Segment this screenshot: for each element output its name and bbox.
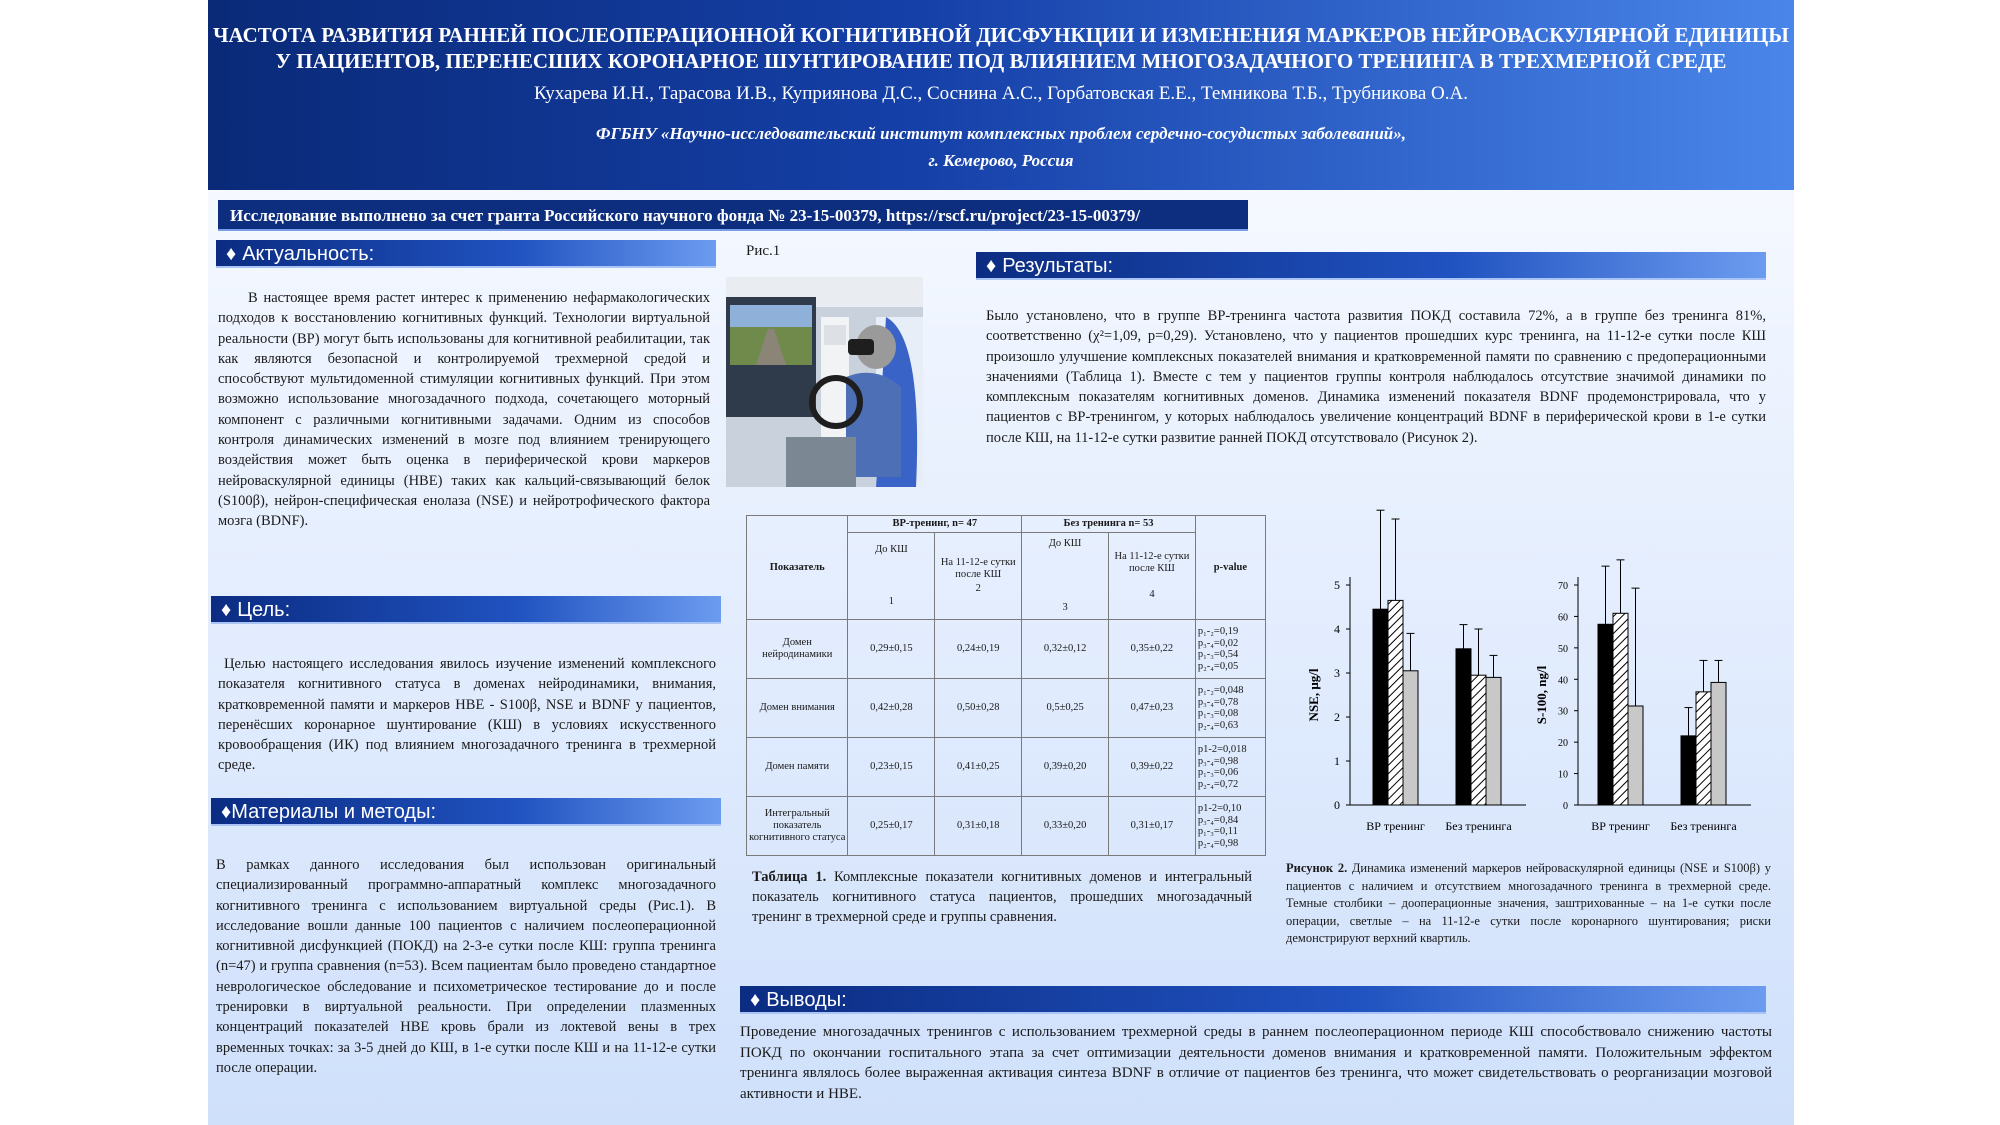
p-value: p₁-₃=0,08 bbox=[1197, 708, 1239, 719]
cell-value: 0,42±0,28 bbox=[848, 679, 935, 738]
p-value: p₃-₄=0,98 bbox=[1197, 755, 1239, 767]
subheader-label: На 11-12-е сутки после КШ bbox=[940, 557, 1016, 580]
p-value: p₂-₄=0,63 bbox=[1197, 719, 1239, 731]
cell-value: 0,39±0,20 bbox=[1022, 738, 1109, 797]
methods-text: В рамках данного исследования был использован оригинальный специализированный программно-аппаратный комплекс многозадачного когнитивного тренинга с использованием виртуальной среды (Рис.1). В исследование вошли данные 100 пациентов с наличием послеоперационной когнитивной дисфункцией (ПОКД) на 2-3-е сутки после КШ: группа тренинга (n=47) и группа сравнения (n=53). Всем пациентам было проведено стандартное неврологическое обследование и психометрическое тестирование до и после тренировки в виртуальной реальности. При определении плазменных концентраций показателей НВЕ кровь брали из локтевой вены в трех временных точках: за 3-5 дней до КШ, в 1-е сутки после КШ и на 11-12-е сутки после операции. bbox=[216, 857, 716, 1076]
diamond-icon: ♦ bbox=[986, 255, 997, 277]
y-tick-label: 2 bbox=[1334, 710, 1340, 724]
chart-nse bbox=[1306, 510, 1526, 833]
p-value: p₃-₄=0,78 bbox=[1197, 696, 1239, 708]
p-value: p₂-₄=0,72 bbox=[1197, 778, 1239, 790]
diamond-icon: ♦ bbox=[221, 599, 232, 621]
y-tick-label: 40 bbox=[1558, 675, 1568, 687]
section-heading-goal bbox=[211, 596, 721, 624]
cell-value: 0,41±0,25 bbox=[935, 738, 1022, 797]
figure2-caption bbox=[1286, 860, 1771, 948]
vr-training-photo-illustration bbox=[726, 277, 923, 487]
subheader-cell bbox=[935, 533, 1022, 620]
y-tick-label: 70 bbox=[1558, 581, 1568, 592]
y-tick-label: 0 bbox=[1334, 798, 1340, 812]
cell-pvalue bbox=[1195, 738, 1265, 797]
affiliation-line-1: ФГБНУ «Научно-исследовательский институт комплексных проблем сердечно-сосудистых заболеваний», bbox=[596, 124, 1406, 143]
figure2-caption-text: Динамика изменений маркеров нейроваскулярной единицы (NSE и S100β) у пациентов с наличием и отсутствием многозадачного тренинга в трехмерной среде. Темные столбики – дооперационные значения, заштрихованные – на 1-е сутки после операции, светлые – на 11-12-е сутки после коронарного шунтирования; риски демонстрируют верхний квартиль. bbox=[1286, 861, 1771, 945]
table1 bbox=[746, 515, 1266, 856]
bar bbox=[1711, 682, 1726, 805]
bar bbox=[1456, 649, 1471, 805]
p-value: p₁-₃=0,11 bbox=[1197, 826, 1238, 837]
subheader-cell bbox=[848, 533, 935, 620]
cell-pvalue bbox=[1195, 797, 1265, 856]
vr-training-photo bbox=[726, 277, 923, 487]
title-line-2: У ПАЦИЕНТОВ, ПЕРЕНЕСШИХ КОРОНАРНОЕ ШУНТИРОВАНИЕ ПОД ВЛИЯНИЕМ МНОГОЗАДАЧНОГО ТРЕНИНГА В ТРЕХМЕРНОЙ СРЕДЕ bbox=[275, 49, 1727, 73]
p-value: p₁-₃=0,06 bbox=[1197, 767, 1239, 778]
methods-heading: Материалы и методы: bbox=[231, 801, 437, 823]
x-category-label: Без тренинга bbox=[1445, 819, 1512, 833]
section-heading-methods bbox=[211, 798, 721, 826]
cell-pvalue bbox=[1195, 679, 1265, 738]
chart-s100 bbox=[1534, 560, 1751, 833]
relevance-text: В настоящее время растет интерес к применению нефармакологических подходов к восстановлению когнитивных функций. Технологии виртуальной реальности (ВР) могут быть использованы для когнитивной реабилитации, так как являются безопасной и контролируемой трехмерной средой и способствуют мультидоменной стимуляции когнитивных функций. При этом возможно использование многозадачного подхода, сочетающего моторный компонент с различными когнитивными задачами. Одним из способов контроля динамических изменений в мозге под влиянием тренирующего воздействия может быть оценка в периферической крови маркеров нейроваскулярной единицы (НВЕ) таких как кальций-связывающий белок (S100β), нейрон-специфическая енолаза (NSE) и нейротрофического фактора мозга (BDNF). bbox=[218, 290, 710, 530]
subheader-cell bbox=[1109, 533, 1196, 620]
p-value: p1-2=0,018 bbox=[1197, 744, 1247, 755]
results-text: Было установлено, что в группе ВР-тренинга частота развития ПОКД составила 72%, а в группе без тренинга 81%, соответственно (χ²=1,09, p=0,29). Установлено, что у пациентов прошедших курс тренинга, на 11-12-е сутки после КШ произошло улучшение комплексных показателей внимания и кратковременной памяти по сравнению с предоперационными значениями (Таблица 1). Вместе с тем у пациентов группы контроля наблюдалось отсутствие значимой динамики по комплексным показателям когнитивных доменов. Динамика изменений показателя BDNF продемонстрировала, что у пациентов с ВР-тренингом, у которых наблюдалось увеличение концентраций BDNF в периферической крови в 1-е сутки после КШ, на 11-12-е сутки развитие ранней ПОКД отсутствовало (Рисунок 2). bbox=[986, 308, 1766, 446]
diamond-icon: ♦ bbox=[750, 989, 761, 1011]
x-category-label: Без тренинга bbox=[1670, 819, 1737, 833]
y-tick-label: 20 bbox=[1558, 738, 1568, 750]
y-tick-label: 10 bbox=[1558, 769, 1568, 781]
y-tick-label: 30 bbox=[1558, 706, 1568, 718]
p-value: p₁-₂=0,19 bbox=[1197, 626, 1239, 637]
y-tick-label: 3 bbox=[1334, 666, 1340, 680]
cell-value: 0,50±0,28 bbox=[935, 679, 1022, 738]
bar bbox=[1403, 671, 1418, 805]
row-name: Домен внимания bbox=[747, 679, 848, 738]
header-indicator: Показатель bbox=[747, 516, 848, 620]
subheader-label: До КШ bbox=[875, 544, 908, 555]
bar bbox=[1388, 600, 1403, 805]
p-value: p₂-₄=0,05 bbox=[1197, 660, 1239, 672]
bar bbox=[1628, 706, 1643, 805]
cell-value: 0,24±0,19 bbox=[935, 620, 1022, 679]
p-value: p₂-₄=0,98 bbox=[1197, 837, 1239, 849]
table-row bbox=[747, 738, 1266, 797]
header-pvalue: p-value bbox=[1195, 516, 1265, 620]
subheader-label: На 11-12-е сутки после КШ bbox=[1114, 551, 1190, 574]
poster-header bbox=[208, 0, 1794, 190]
table-header-row bbox=[747, 516, 1266, 533]
cell-value: 0,23±0,15 bbox=[848, 738, 935, 797]
table-row bbox=[747, 797, 1266, 856]
cell-value: 0,33±0,20 bbox=[1022, 797, 1109, 856]
bar bbox=[1598, 624, 1613, 805]
cell-value: 0,35±0,22 bbox=[1109, 620, 1196, 679]
x-category-label: ВР тренинг bbox=[1366, 819, 1425, 833]
cell-value: 0,31±0,17 bbox=[1109, 797, 1196, 856]
cell-value: 0,32±0,12 bbox=[1022, 620, 1109, 679]
conclusions-text: Проведение многозадачных тренингов с использованием трехмерной среды в раннем послеоперационном периоде КШ способствовало снижению частоты ПОКД по окончании госпитального этапа за счет оптимизации деятельности доменов внимания и кратковременной памяти. Положительным эффектом тренинга являлось более выраженная активация синтеза BDNF в отличие от пациентов без тренинга, что может свидетельствовать о реорганизации мозговой активности и НВЕ. bbox=[740, 1024, 1772, 1102]
figure1-caption: Рис.1 bbox=[746, 243, 781, 259]
poster bbox=[208, 0, 1794, 1125]
title-line-1: ЧАСТОТА РАЗВИТИЯ РАННЕЙ ПОСЛЕОПЕРАЦИОННОЙ КОГНИТИВНОЙ ДИСФУНКЦИИ И ИЗМЕНЕНИЯ МАРКЕРОВ НЕЙРОВАСКУЛЯРНОЙ ЕДИНИЦЫ bbox=[213, 23, 1789, 47]
subheader-num: 2 bbox=[975, 583, 981, 594]
cell-value: 0,39±0,22 bbox=[1109, 738, 1196, 797]
subheader-cell bbox=[1022, 533, 1109, 620]
authors: Кухарева И.Н., Тарасова И.В., Куприянова Д.С., Соснина А.С., Горбатовская Е.Е., Темникова Т.Б., Трубникова О.А. bbox=[534, 83, 1468, 104]
bar bbox=[1471, 675, 1486, 805]
results-heading: Результаты: bbox=[1002, 255, 1114, 277]
bar bbox=[1681, 736, 1696, 805]
header-group2: Без тренинга n= 53 bbox=[1022, 516, 1196, 533]
poster-title bbox=[208, 22, 1794, 74]
row-name: Интегральный показатель когнитивного статуса bbox=[747, 797, 848, 856]
bar bbox=[1486, 677, 1501, 805]
goal-heading: Цель: bbox=[237, 599, 291, 621]
cell-value: 0,25±0,17 bbox=[848, 797, 935, 856]
diamond-icon: ♦ bbox=[226, 243, 237, 265]
cell-value: 0,47±0,23 bbox=[1109, 679, 1196, 738]
subheader-label: До КШ bbox=[1048, 538, 1082, 549]
grant-banner: Исследование выполнено за счет гранта Российского научного фонда № 23-15-00379, https://rscf.ru/project/23-15-00379/ bbox=[218, 200, 1248, 231]
x-category-label: ВР тренинг bbox=[1591, 819, 1650, 833]
bar bbox=[1613, 613, 1628, 805]
affiliation bbox=[208, 120, 1794, 174]
y-tick-label: 50 bbox=[1558, 643, 1568, 655]
relevance-heading: Актуальность: bbox=[242, 243, 375, 265]
affiliation-line-2: г. Кемерово, Россия bbox=[928, 151, 1074, 170]
table1-caption-text: Комплексные показатели когнитивных доменов и интегральный показатель когнитивного статуса пациентов, прошедших многозадачный тренинг в трехмерной среде и группы сравнения. bbox=[752, 869, 1252, 925]
subheader-num: 3 bbox=[1062, 602, 1068, 613]
row-name: Домен памяти bbox=[747, 738, 848, 797]
cell-value: 0,5±0,25 bbox=[1022, 679, 1109, 738]
section-heading-relevance bbox=[216, 240, 716, 268]
figure2-charts bbox=[1288, 500, 1778, 845]
table-row bbox=[747, 620, 1266, 679]
y-axis-label: NSE, μg/l bbox=[1306, 668, 1321, 722]
bar bbox=[1696, 692, 1711, 805]
goal-text: Целью настоящего исследования явилось изучение изменений комплексного показателя когнитивного статуса в доменах нейродинамики, внимания, кратковременной памяти и маркеров НВЕ - S100β, NSE и BDNF у пациентов, перенёсших коронарное шунтирование (КШ) в условиях искусственного кровообращения (ИК) под влиянием многозадачного тренинга в трехмерной среде. bbox=[218, 656, 716, 774]
table1-caption-label: Таблица 1. bbox=[752, 869, 827, 885]
p-value: p₁-₃=0,54 bbox=[1197, 649, 1239, 660]
y-tick-label: 4 bbox=[1334, 622, 1340, 636]
y-tick-label: 5 bbox=[1334, 578, 1340, 592]
p-value: p1-2=0,10 bbox=[1197, 803, 1242, 814]
bar bbox=[1373, 609, 1388, 805]
section-heading-results bbox=[976, 252, 1766, 280]
figure2-caption-label: Рисунок 2. bbox=[1286, 861, 1348, 875]
section-heading-conclusions bbox=[740, 986, 1766, 1014]
subheader-num: 1 bbox=[888, 596, 895, 607]
p-value: p₃-₄=0,02 bbox=[1197, 637, 1239, 649]
conclusions-heading: Выводы: bbox=[766, 989, 847, 1011]
y-tick-label: 0 bbox=[1563, 801, 1568, 812]
table-row bbox=[747, 679, 1266, 738]
cell-value: 0,31±0,18 bbox=[935, 797, 1022, 856]
p-value: p₁-₂=0,048 bbox=[1197, 685, 1244, 696]
table1-caption bbox=[752, 867, 1252, 927]
p-value: p₃-₄=0,84 bbox=[1197, 814, 1239, 826]
y-tick-label: 1 bbox=[1334, 754, 1340, 768]
row-name: Домен нейродинамики bbox=[747, 620, 848, 679]
cell-pvalue bbox=[1195, 620, 1265, 679]
y-tick-label: 60 bbox=[1558, 612, 1568, 624]
cell-value: 0,29±0,15 bbox=[848, 620, 935, 679]
y-axis-label: S-100, ng/l bbox=[1534, 665, 1549, 725]
header-group1: ВР-тренинг, n= 47 bbox=[848, 516, 1022, 533]
subheader-num: 4 bbox=[1149, 589, 1155, 600]
diamond-icon: ♦ bbox=[221, 801, 232, 823]
